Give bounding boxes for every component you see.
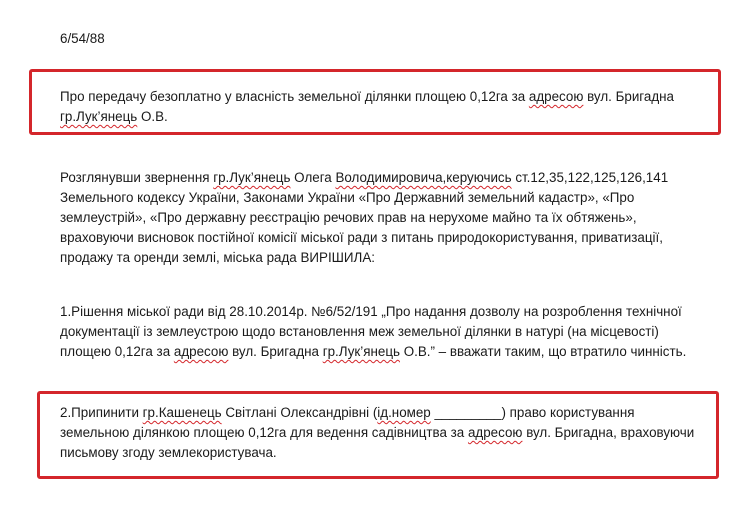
preamble-text: Розглянувши звернення bbox=[60, 170, 214, 185]
spellcheck-word: гр.Лук’янець bbox=[322, 344, 400, 359]
item2-line-1 bbox=[60, 405, 634, 421]
document-number: 6/54/88 bbox=[60, 31, 105, 46]
item2-text: _________) право користування bbox=[430, 405, 635, 420]
item1-text: О.В.” – вважати таким, що втратило чинність. bbox=[399, 344, 687, 359]
preamble-text: Олега bbox=[290, 170, 336, 185]
item1-line-1: 1.Рішення міської ради від 28.10.2014р. №6/52/191 „Про надання дозволу на розроблення технічної bbox=[60, 304, 682, 319]
spellcheck-word: Володимировича,керуючись bbox=[335, 170, 512, 185]
spellcheck-word: ід.номер bbox=[377, 405, 431, 420]
preamble-line-2: Земельного кодексу України, Законами України «Про Державний земельний кадастр», «Про bbox=[60, 190, 635, 205]
item2-line-2 bbox=[60, 425, 694, 441]
item2-text: Світлані Олександрівні ( bbox=[221, 405, 378, 420]
title-text: О.В. bbox=[137, 109, 168, 124]
item1-text: вул. Бригадна bbox=[228, 344, 323, 359]
spellcheck-word: гр.Лук’янець bbox=[60, 109, 138, 124]
preamble-text: ст.12,35,122,125,126,141 bbox=[511, 170, 669, 185]
item2-line-3: письмову згоду землекористувача. bbox=[60, 445, 277, 460]
preamble-line-3: землеустрій», «Про державну реєстрацію речових прав на нерухоме майно та їх обтяжень», bbox=[60, 210, 637, 225]
spellcheck-word: гр.Лук’янець bbox=[213, 170, 291, 185]
preamble-line-5: продажу та оренди землі, міська рада ВИРІШИЛА: bbox=[60, 250, 376, 265]
title-line-1 bbox=[60, 89, 674, 105]
title-text: вул. Бригадна bbox=[583, 89, 674, 104]
preamble-line-1 bbox=[60, 170, 668, 186]
spellcheck-word: адресою bbox=[528, 89, 584, 104]
spellcheck-word: адресою bbox=[173, 344, 229, 359]
item1-text: площею 0,12га за bbox=[60, 344, 174, 359]
item2-text: земельною ділянкою площею 0,12га для ведення садівництва за bbox=[60, 425, 468, 440]
preamble-line-4: враховуючи висновок постійної комісії міської ради з питань природокористування, приватизації, bbox=[60, 230, 663, 245]
item2-text: 2.Припинити bbox=[60, 405, 143, 420]
title-text: Про передачу безоплатно у власність земельної ділянки площею 0,12га за bbox=[60, 89, 529, 104]
spellcheck-word: гр.Кашенець bbox=[142, 405, 222, 420]
spellcheck-word: адресою bbox=[467, 425, 523, 440]
item2-text: вул. Бригадна, враховуючи bbox=[522, 425, 695, 440]
item1-line-2: документації із землеустрою щодо встановлення меж земельної ділянки в натурі (на місцевості) bbox=[60, 324, 659, 339]
title-line-2 bbox=[60, 109, 168, 125]
item1-line-3 bbox=[60, 344, 686, 360]
